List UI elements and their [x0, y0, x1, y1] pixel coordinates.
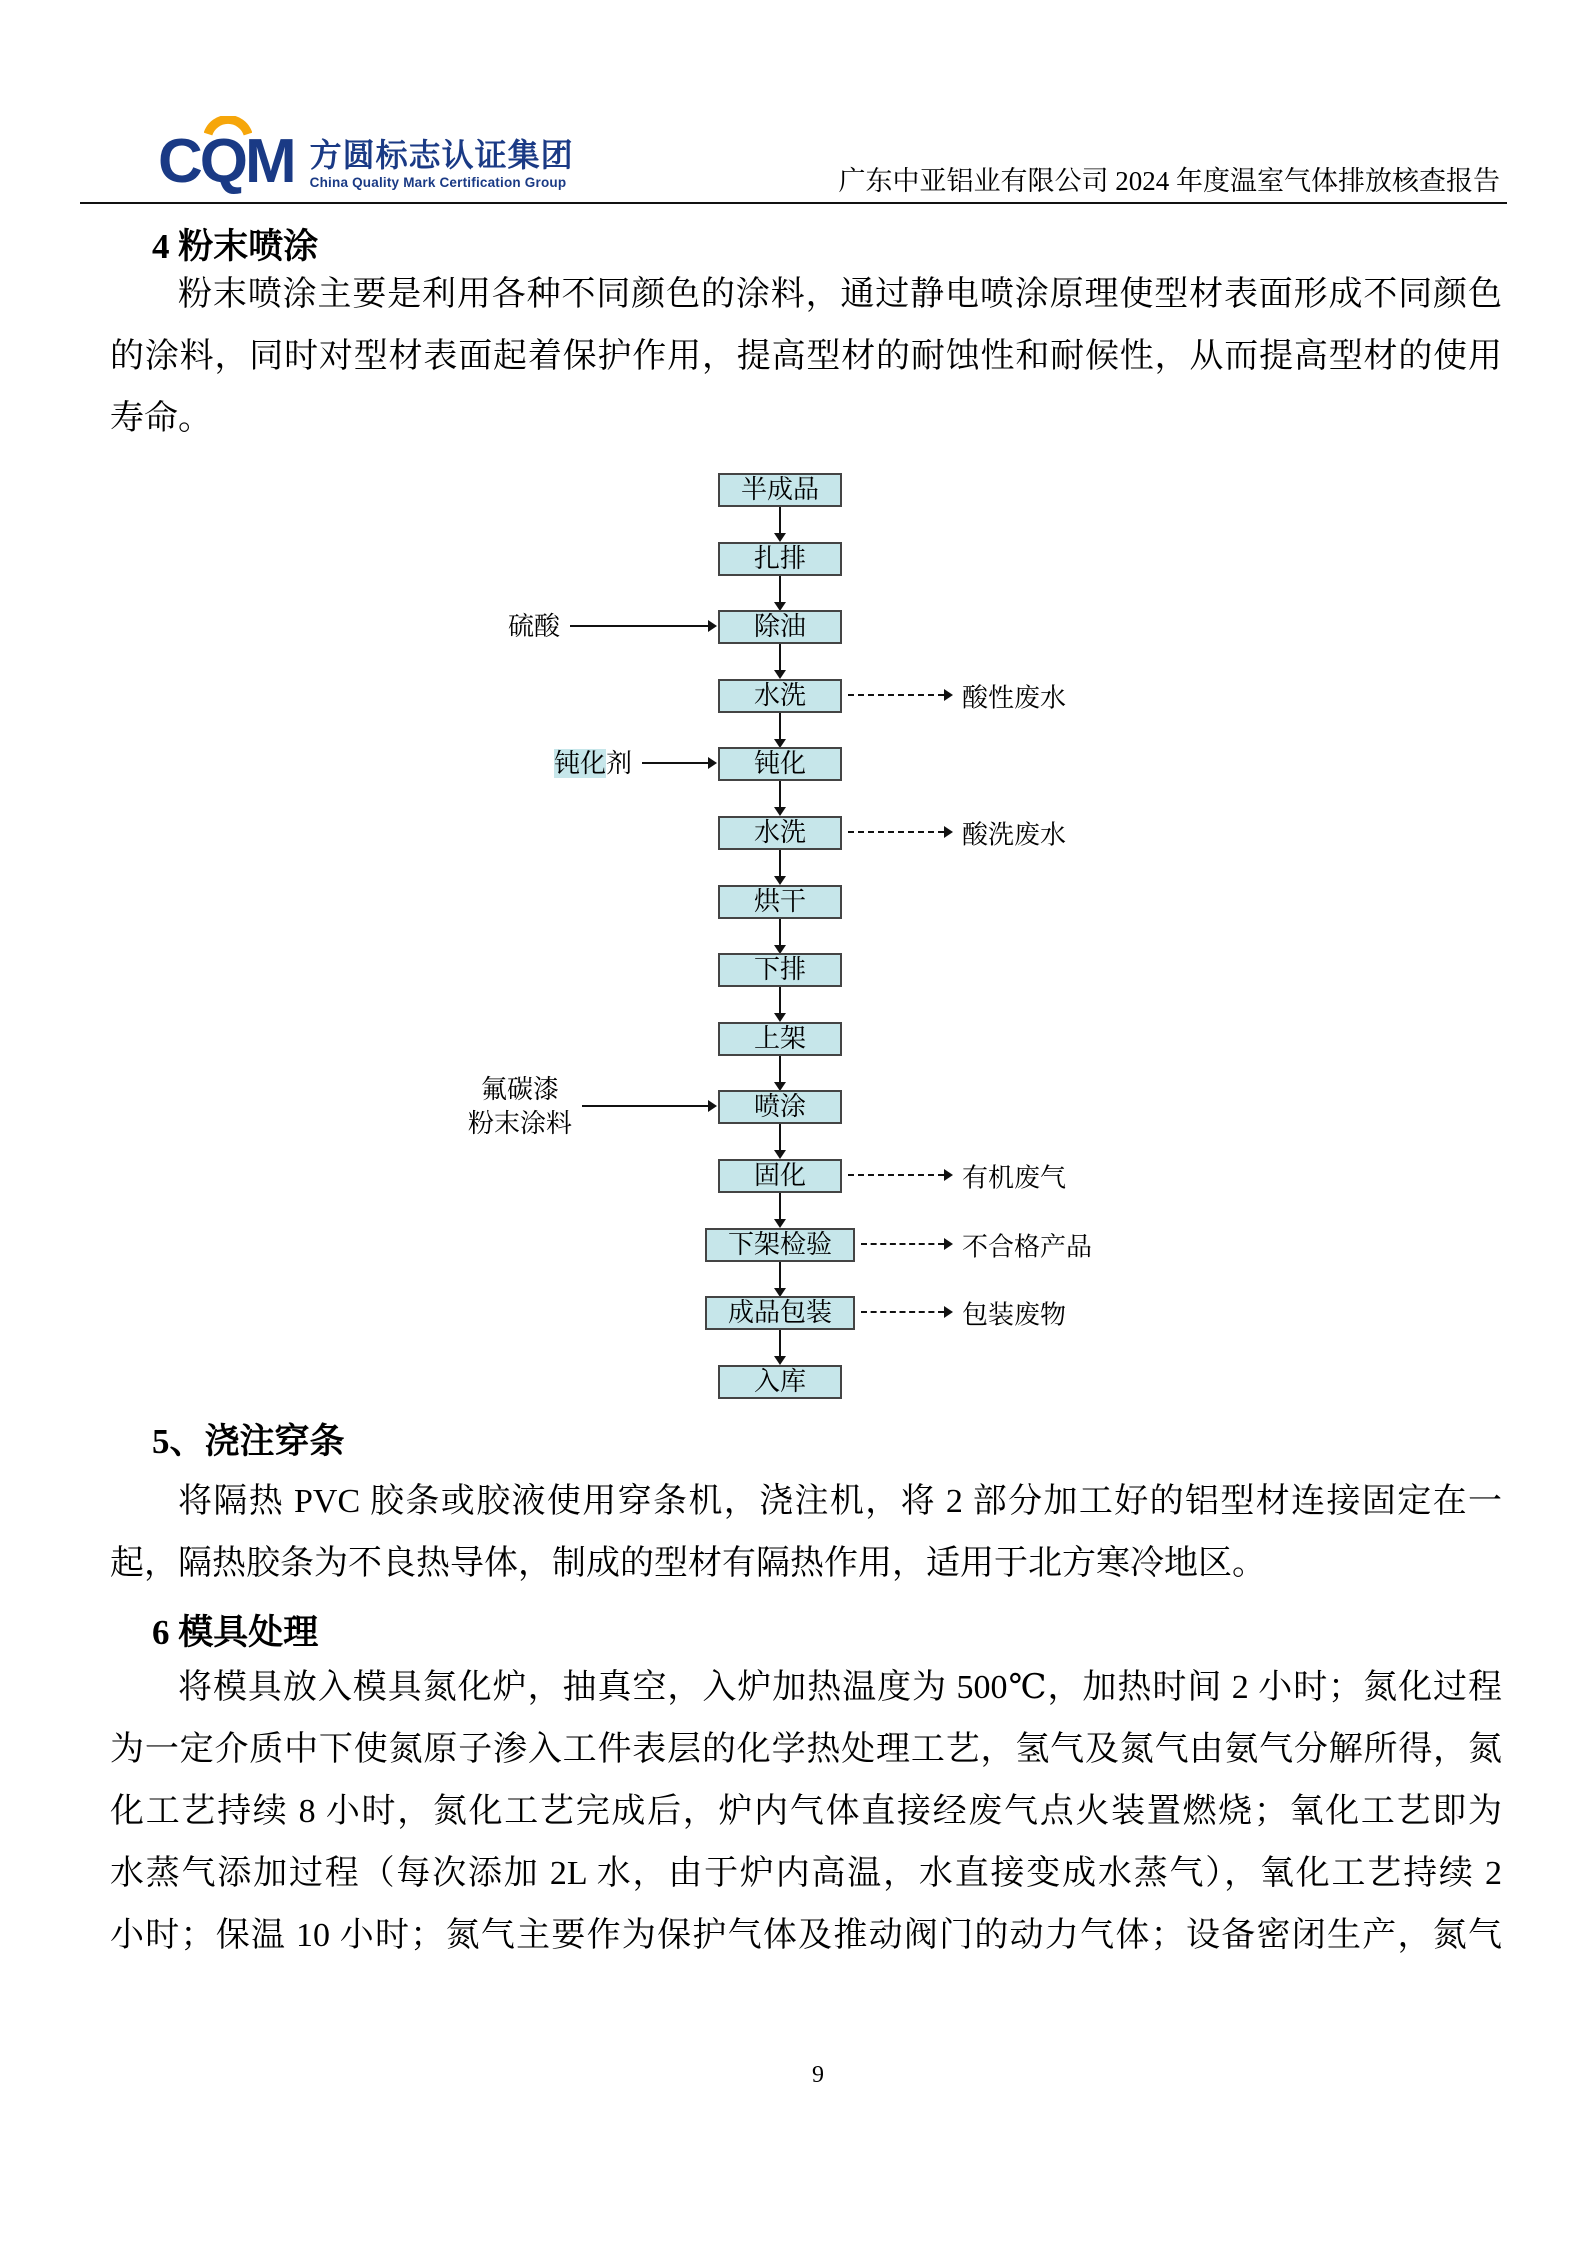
flow-node: [718, 953, 842, 987]
flow-node-label: 除油: [753, 612, 806, 641]
flow-output-dashed-arrow: [848, 831, 944, 833]
flow-node: [718, 1090, 842, 1124]
text-line: 化工艺持续 8 小时，氮化工艺完成后，炉内气体直接经废气点火装置燃烧；氧化工艺即为: [110, 1793, 1502, 1830]
flow-down-arrow: [779, 1124, 781, 1150]
flow-output-dashed-arrow: [861, 1311, 944, 1313]
paragraph-mold-treatment: [110, 1657, 1502, 1967]
flowchart: [0, 473, 1587, 1418]
text-line: 起，隔热胶条为不良热导体，制成的型材有隔热作用，适用于北方寒冷地区。: [110, 1545, 1266, 1582]
text-line: 小时；保温 10 小时；氮气主要作为保护气体及推动阀门的动力气体；设备密闭生产，氮气: [110, 1917, 1502, 1954]
flow-down-arrow: [779, 1056, 781, 1082]
flow-down-arrow: [779, 644, 781, 670]
flow-node: [718, 816, 842, 850]
flow-node-label: 下架检验: [727, 1230, 832, 1259]
cqm-arc-icon: [204, 116, 252, 136]
flow-down-arrow: [779, 1193, 781, 1219]
flow-input-label: [554, 747, 632, 781]
flow-output-dashed-arrow: [861, 1243, 944, 1245]
flow-node: [718, 747, 842, 781]
text-line: 粉末喷涂主要是利用各种不同颜色的涂料，通过静电喷涂原理使型材表面形成不同颜色: [178, 276, 1502, 313]
flow-down-arrow: [779, 919, 781, 945]
flow-node: [718, 542, 842, 576]
flow-input-label: [468, 1073, 572, 1141]
flow-node: [718, 1159, 842, 1193]
plain-text: 粉末涂料: [467, 1109, 572, 1138]
flow-down-arrow: [779, 1262, 781, 1288]
cqm-logo-names: [310, 118, 574, 191]
flow-input-arrow: [570, 625, 708, 627]
flow-node: [718, 1022, 842, 1056]
paragraph-pouring-strip: [110, 1471, 1502, 1595]
flow-output-label: 有机废气: [962, 1163, 1067, 1193]
text-line: 的涂料，同时对型材表面起着保护作用，提高型材的耐蚀性和耐候性，从而提高型材的使用: [110, 338, 1502, 375]
flow-node: [718, 473, 842, 507]
flow-node-label: 成品包装: [727, 1298, 832, 1327]
flow-input-line: [468, 1073, 572, 1107]
flow-input-label: [508, 610, 560, 644]
flow-node-label: 喷涂: [753, 1092, 806, 1121]
flow-node-label: 钝化: [753, 749, 806, 778]
flow-down-arrow: [779, 987, 781, 1013]
flow-output-label: 不合格产品: [962, 1232, 1093, 1262]
page-number: 9: [812, 2062, 824, 2088]
text-line: 为一定介质中下使氮原子渗入工件表层的化学热处理工艺，氢气及氮气由氨气分解所得，氮: [110, 1731, 1502, 1768]
flow-node-label: 下排: [753, 955, 806, 984]
section-4-heading: 4 粉末喷涂: [152, 227, 319, 266]
flow-node-label: 固化: [753, 1161, 806, 1190]
flow-node-label: 烘干: [753, 887, 806, 916]
section-5-heading: 5、浇注穿条: [152, 1422, 345, 1461]
flow-node: [705, 1296, 855, 1330]
flow-node-label: 半成品: [740, 475, 819, 504]
flow-down-arrow: [779, 1330, 781, 1356]
flow-down-arrow: [779, 781, 781, 807]
report-title: 广东中亚铝业有限公司 2024 年度温室气体排放核查报告: [838, 166, 1500, 196]
plain-text: 氟碳漆: [480, 1075, 559, 1104]
flow-down-arrow: [779, 576, 781, 602]
flow-output-label: 酸性废水: [962, 683, 1067, 713]
logo-chinese-name: 方圆标志认证集团: [309, 137, 574, 173]
logo-english-name: China Quality Mark Certification Group: [309, 175, 567, 190]
paragraph-powder-coating: [110, 264, 1502, 450]
flow-output-label: 包装废物: [962, 1300, 1067, 1330]
flow-down-arrow: [779, 507, 781, 533]
flow-node-label: 入库: [753, 1367, 806, 1396]
flow-node-label: 上架: [753, 1024, 806, 1053]
flow-node-label: 水洗: [753, 818, 806, 847]
text-line: 寿命。: [110, 400, 212, 437]
flow-output-label: 酸洗废水: [962, 820, 1067, 850]
cqm-logo-mark: [158, 118, 294, 196]
flow-input-line: [508, 610, 560, 644]
flow-output-dashed-arrow: [848, 1174, 944, 1176]
text-line: 水蒸气添加过程（每次添加 2L 水，由于炉内高温，水直接变成水蒸气），氧化工艺持续 2: [110, 1855, 1502, 1892]
plain-text: 剂: [605, 749, 632, 778]
flow-node-label: 扎排: [753, 544, 806, 573]
header-rule: [80, 202, 1507, 204]
flow-node: [718, 1365, 842, 1399]
section-6-heading: 6 模具处理: [152, 1613, 319, 1652]
cqm-logo-text: CQM: [158, 127, 294, 196]
flow-input-line: [554, 747, 632, 781]
flow-node: [718, 679, 842, 713]
flow-node: [718, 610, 842, 644]
flow-node-label: 水洗: [753, 681, 806, 710]
flow-down-arrow: [779, 713, 781, 739]
highlighted-text: 钝化: [553, 749, 606, 778]
cqm-logo: [158, 118, 574, 196]
plain-text: 硫酸: [507, 612, 560, 641]
flow-node: [705, 1228, 855, 1262]
flow-input-arrow: [582, 1105, 708, 1107]
flow-input-arrow: [642, 762, 708, 764]
text-line: 将隔热 PVC 胶条或胶液使用穿条机，浇注机，将 2 部分加工好的铝型材连接固定在一: [178, 1483, 1502, 1520]
flow-input-line: [468, 1107, 572, 1141]
flow-output-dashed-arrow: [848, 694, 944, 696]
text-line: 将模具放入模具氮化炉，抽真空，入炉加热温度为 500℃，加热时间 2 小时；氮化过程: [178, 1669, 1502, 1706]
flow-node: [718, 885, 842, 919]
flow-down-arrow: [779, 850, 781, 876]
